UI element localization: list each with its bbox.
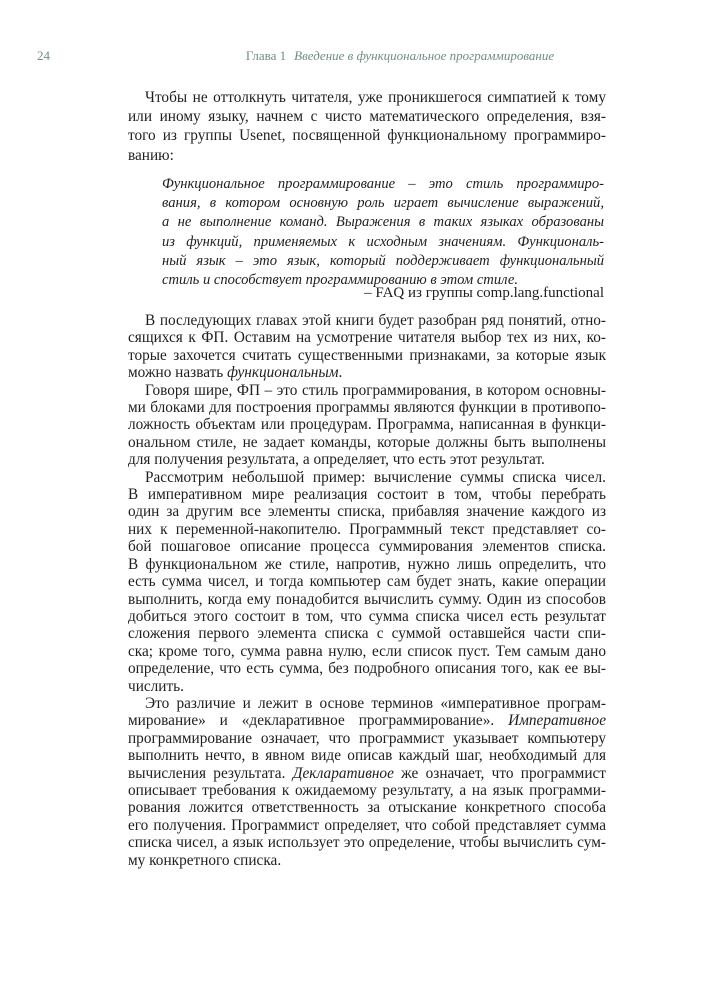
text-line [162,194,604,213]
chapter-label: Глава 1 [245,48,287,63]
text-segment: сложения первого элемента списка с суммой оставшейся части спи- [128,625,606,643]
text-line [162,175,604,194]
italic-text: Функциональное программирование – это стиль программиро- [162,176,604,192]
text-segment: – FAQ из группы comp.lang.functional [364,285,604,301]
text-segment: того из группы Usenet, посвященной функциональному программиро- [128,127,606,145]
text-segment: можно назвать [128,364,228,382]
text-segment: Говоря шире, ФП – это стиль программирования, в котором основны- [145,381,606,399]
text-segment: Это различие и лежит в основе терминов «императивное програм- [145,694,606,712]
text-line [128,678,606,695]
text-line [128,852,606,869]
text-line [128,782,606,799]
text-segment: сящихся к ФП. Оставим на усмотрение читателя выбор тех из них, ко- [128,329,606,347]
text-segment: или иному языку, начнем с чисто математического определения, взя- [128,108,606,126]
text-segment: мирование» и «декларативное программирование». [128,712,509,730]
text-segment: для получения результата, а определяет, что есть этот результат. [128,451,545,469]
text-line [128,521,606,538]
text-segment: списка чисел, а язык использует это определение, чтобы вычислить сум- [128,834,606,852]
text-segment: вычисления результата. [128,764,293,782]
italic-text: стиль и способствует программированию в этом стиле. [162,271,518,288]
text-line [128,312,606,329]
paragraph [128,695,606,869]
text-segment: описывает требования к ожидаемому результату, а на язык программи- [128,781,606,799]
text-segment: числить. [128,677,184,695]
text-segment: выполнить нечто, в явном виде описав каждый шаг, необходимый для [128,747,606,765]
italic-text: а не выполнение команд. Выражения в таких языках образованы [162,214,604,231]
text-segment: его получения. Программист определяет, что собой представляет сумма [128,816,606,834]
italic-text: функциональным [227,364,339,382]
text-line [128,503,606,520]
text-line [128,608,606,625]
text-segment: есть сумма чисел, и тогда компьютер сам будет знать, какие операции [128,573,606,591]
text-line [128,329,606,346]
text-segment: ложность объектам или процедурам. Программа, написанная в функци- [128,416,606,434]
paragraph [128,382,606,469]
chapter-title: Введение в функциональное программирование [294,48,555,63]
text-line [128,556,606,573]
block-quote [162,175,604,290]
page-number: 24 [37,48,50,63]
text-line [128,382,606,399]
text-segment: . [338,364,343,382]
italic-text: из функций, применяемых к исходным значениям. Функциональ- [162,233,604,250]
text-segment: них к переменной-накопителю. Программный текст представляет со- [128,520,606,538]
text-line [128,747,606,764]
text-segment: В последующих главах этой книги будет разобран ряд понятий, отно- [145,312,606,329]
text-line [128,88,606,107]
text-line [128,146,606,165]
text-line [162,284,604,303]
body-text [128,312,606,869]
paragraph [128,312,606,382]
text-line [128,660,606,677]
text-line [128,643,606,660]
paragraph [128,469,606,695]
text-line [128,573,606,590]
text-line [128,730,606,747]
text-line [162,252,604,271]
text-segment: бой пошаговое описание процесса суммирования элементов списка. [128,538,606,556]
text-line [128,591,606,608]
text-line [128,695,606,712]
text-line [128,538,606,555]
text-segment: В императивном мире реализация состоит в том, чтобы перебрать [128,486,606,504]
text-segment: выполнить, когда ему понадобится вычислить сумму. Один из способов [128,590,606,608]
text-segment: торые захочется считать существенными признаками, за которые язык [128,346,606,364]
text-line [128,469,606,486]
text-line [128,817,606,834]
text-line [162,213,604,232]
text-segment: ональном стиле, не задает команды, которые должны быть выполнены [128,433,606,451]
text-line [128,399,606,416]
text-line [128,486,606,503]
text-segment: определение, что есть сумма, без подробного описания того, как ее вы- [128,660,606,678]
text-line [128,416,606,433]
text-line [128,799,606,816]
italic-text: ный язык – это язык, который поддерживает функциональный [162,252,604,269]
quote-attribution [162,284,604,303]
italic-text: Декларативное [292,764,394,782]
text-segment: же означает, что программист [393,764,606,782]
text-line [128,625,606,642]
text-segment: добиться этого состоит в том, что сумма списка чисел есть результат [128,607,606,625]
text-segment: Рассмотрим небольшой пример: вычисление суммы списка чисел. [145,468,606,486]
text-line [128,451,606,468]
text-segment: рования ложится ответственность за отыскание конкретного способа [128,799,606,817]
text-segment: В функциональном же стиле, напротив, нужно лишь определить, что [128,555,606,573]
running-header [200,48,600,64]
text-line [128,834,606,851]
text-segment: му конкретного списка. [128,851,282,869]
text-line [128,364,606,381]
italic-text: Императивное [508,712,606,730]
text-line [162,233,604,252]
text-segment: ска; кроме того, сумма равна нулю, если список пуст. Тем самым дано [128,642,606,660]
text-line [128,434,606,451]
text-line [128,126,606,145]
text-line [128,347,606,364]
text-segment: один за другим все элементы списка, прибавляя значение каждого из [128,503,606,521]
text-segment: Чтобы не оттолкнуть читателя, уже проникшегося симпатией к тому [145,89,606,106]
text-segment: программирование означает, что программист указывает компьютеру [128,729,606,747]
text-segment: ми блоками для построения программы являются функции в противопо- [128,399,606,417]
text-line [128,107,606,126]
paragraph-intro [128,88,606,165]
italic-text: вания, в котором основную роль играет вычисление выражений, [162,195,604,212]
text-line [128,712,606,729]
text-line [128,765,606,782]
text-segment: ванию: [128,146,174,164]
